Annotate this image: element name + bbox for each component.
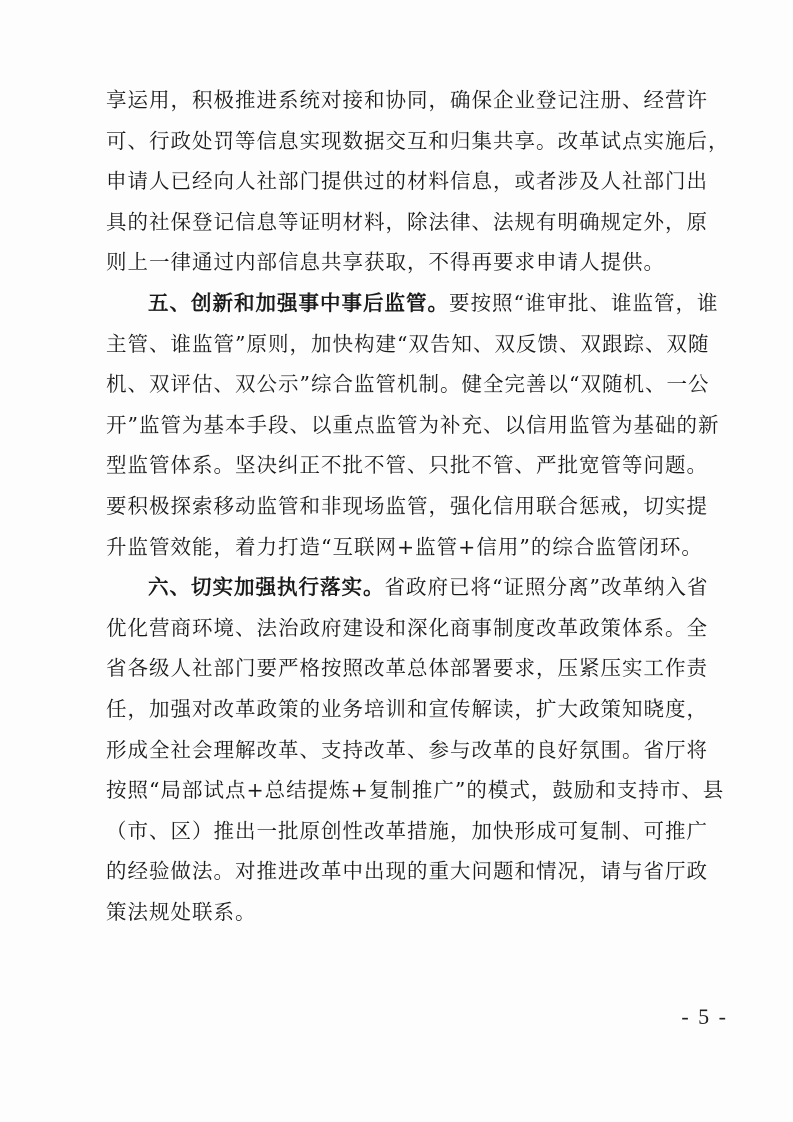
text-line: 任，加强对改革政策的业务培训和宣传解读，扩大政策知晓度， <box>106 696 708 721</box>
text-span: 要按照“谁审批、谁监管，谁 <box>449 290 719 315</box>
text-line: 具的社保登记信息等证明材料，除法律、法规有明确规定外，原 <box>106 209 708 234</box>
text-line: 可、行政处罚等信息实现数据交互和归集共享。改革试点实施后， <box>106 128 730 153</box>
text-line: 申请人已经向人社部门提供过的材料信息，或者涉及人社部门出 <box>106 169 708 194</box>
paragraph <box>106 567 725 932</box>
paragraph <box>106 283 720 567</box>
text-line <box>106 567 709 608</box>
text-line: 主管、谁监管”原则，加快构建“双告知、双反馈、双跟踪、双随 <box>106 331 710 356</box>
text-line: 的经验做法。对推进改革中出现的重大问题和情况，请与省厅政 <box>106 859 708 884</box>
text-line: 优化营商环境、法治政府建设和深化商事制度改革政策体系。全 <box>106 615 708 640</box>
text-line: 升监管效能，着力打造“互联网+监管+信用”的综合监管闭环。 <box>106 534 703 559</box>
text-line: 型监管体系。坚决纠正不批不管、只批不管、严批宽管等问题。 <box>106 453 708 478</box>
text-line: 要积极探索移动监管和非现场监管，强化信用联合惩戒，切实提 <box>106 493 708 518</box>
text-line <box>106 283 719 324</box>
text-span: 省政府已将“证照分离”改革纳入省 <box>384 575 709 600</box>
paragraph <box>106 80 730 283</box>
page-number: - 5 - <box>681 1004 728 1029</box>
text-line: 策法规处联系。 <box>106 899 257 924</box>
text-line: 享运用，积极推进系统对接和协同，确保企业登记注册、经营许 <box>106 88 708 112</box>
document-body <box>106 80 730 932</box>
text-line: 按照“局部试点+总结提炼+复制推广”的模式，鼓励和支持市、县 <box>106 778 725 803</box>
text-line: 机、双评估、双公示”综合监管机制。健全完善以“双随机、一公 <box>106 372 710 397</box>
text-line: 则上一律通过内部信息共享获取，不得再要求申请人提供。 <box>106 250 665 275</box>
text-line: 形成全社会理解改革、支持改革、参与改革的良好氛围。省厅将 <box>106 737 708 762</box>
text-line: 开”监管为基本手段、以重点监管为补充、以信用监管为基础的新 <box>106 412 720 437</box>
text-line: （市、区）推出一批原创性改革措施，加快形成可复制、可推广 <box>106 818 708 843</box>
section-heading: 五、创新和加强事中事后监管。 <box>148 290 449 315</box>
section-heading: 六、切实加强执行落实。 <box>148 575 385 600</box>
text-line: 省各级人社部门要严格按照改革总体部署要求，压紧压实工作责 <box>106 656 708 681</box>
